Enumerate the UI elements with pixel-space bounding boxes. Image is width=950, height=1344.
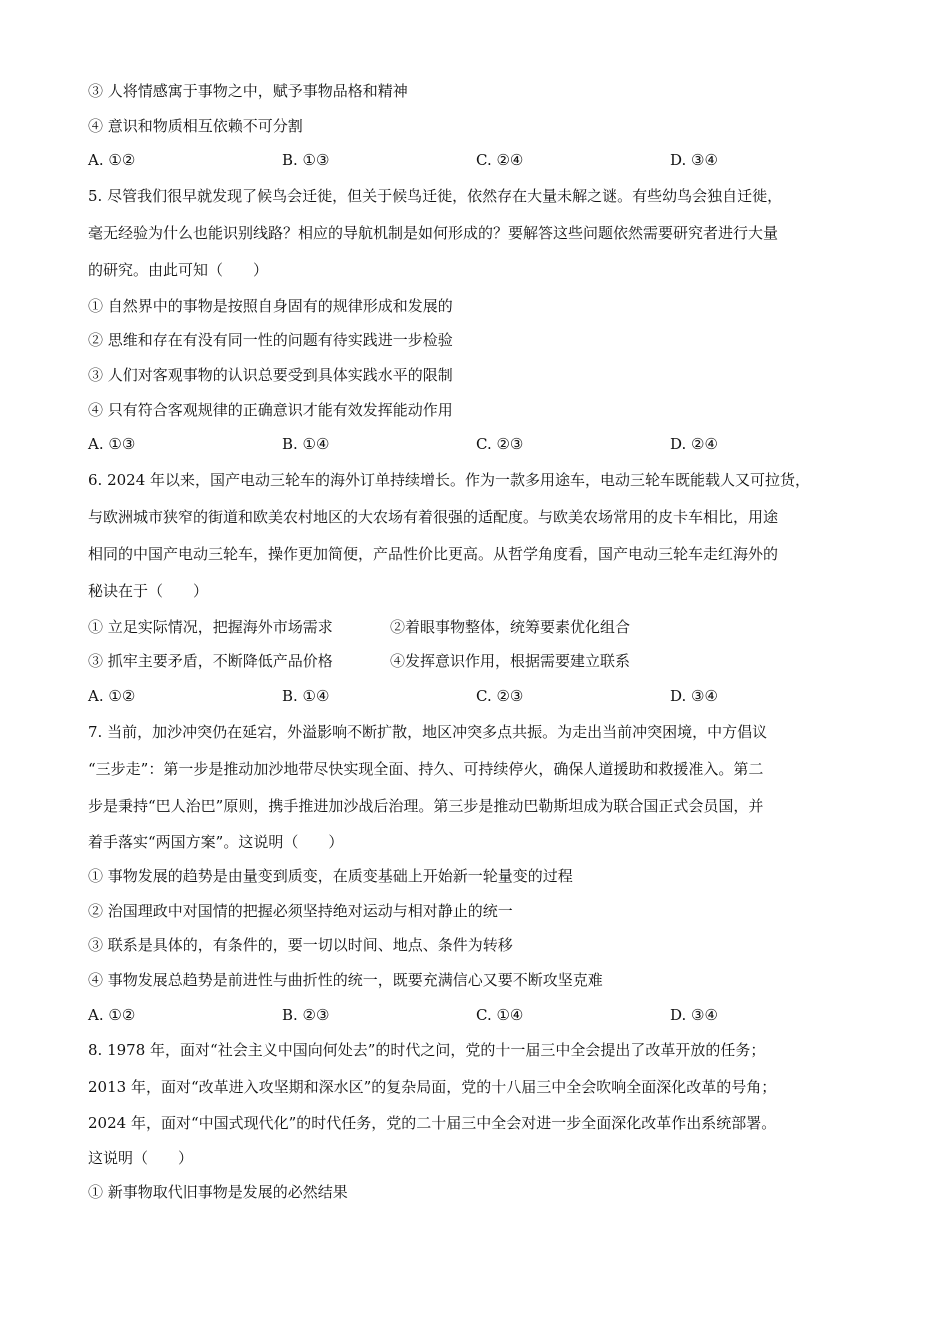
option-d: D. ③④ [670,151,718,170]
option-d: D. ③④ [670,686,718,705]
statement: ① 立足实际情况，把握海外市场需求 [88,617,333,636]
statement-pair [88,610,878,645]
statement: ④ 事物发展总趋势是前进性与曲折性的统一，既要充满信心又要不断攻坚克难 [88,970,603,989]
question-5-stem: 毫无经验为什么也能识别线路？相应的导航机制是如何形成的？要解答这些问题依然需要研究者进行大量 [88,223,779,242]
statement: ③ 联系是具体的，有条件的，要一切以时间、地点、条件为转移 [88,936,513,955]
statement: ④ 意识和物质相互依赖不可分割 [88,116,303,135]
statement: ③ 人们对客观事物的认识总要受到具体实践水平的限制 [88,365,453,384]
option-c: C. ②③ [476,686,524,705]
option-a: A. ①② [88,686,136,705]
question-7-stem: 着手落实“两国方案”。这说明（ ） [88,832,344,851]
question-7-stem: 步是秉持“巴人治巴”原则，携手推进加沙战后治理。第三步是推动巴勒斯坦成为联合国正式会员国，并 [88,796,764,815]
option-a: A. ①③ [88,435,136,454]
exam-page [88,74,878,1210]
statement: ④发挥意识作用，根据需要建立联系 [390,652,631,671]
option-c: C. ②④ [476,151,524,170]
question-8-stem: 这说明（ ） [88,1148,194,1167]
statement: ② 治国理政中对国情的把握必须坚持绝对运动与相对静止的统一 [88,901,513,920]
answer-options [88,143,878,178]
option-a: A. ①② [88,1005,136,1024]
option-b: B. ①④ [282,686,330,705]
statement: ③ 抓牢主要矛盾，不断降低产品价格 [88,652,333,671]
question-6-stem: 秘诀在于（ ） [88,581,209,600]
question-6-stem: 与欧洲城市狭窄的街道和欧美农村地区的大农场有着很强的适配度。与欧美农场常用的皮卡车相比，用途 [88,507,779,526]
statement: ②着眼事物整体，统筹要素优化组合 [390,617,631,636]
question-6-stem: 6. 2024 年以来，国产电动三轮车的海外订单持续增长。作为一款多用途车，电动三轮车既能载人又可拉货， [88,470,811,489]
statement: ④ 只有符合客观规律的正确意识才能有效发挥能动作用 [88,400,453,419]
option-b: B. ②③ [282,1005,330,1024]
option-a: A. ①② [88,151,136,170]
option-b: B. ①③ [282,151,330,170]
statement: ② 思维和存在有没有同一性的问题有待实践进一步检验 [88,331,453,350]
answer-options [88,427,878,462]
question-5-stem: 5. 尽管我们很早就发现了候鸟会迁徙，但关于候鸟迁徙，依然存在大量未解之谜。有些幼鸟会独自迁徙， [88,186,783,205]
question-7-stem: “三步走”：第一步是推动加沙地带尽快实现全面、持久、可持续停火，确保人道援助和救援准入。第二 [88,759,764,778]
answer-options [88,998,878,1033]
option-d: D. ②④ [670,435,718,454]
question-8-stem: 2024 年，面对“中国式现代化”的时代任务，党的二十届三中全会对进一步全面深化改革作出系统部署。 [88,1114,777,1133]
option-c: C. ①④ [476,1005,524,1024]
statement: ① 事物发展的趋势是由量变到质变，在质变基础上开始新一轮量变的过程 [88,867,573,886]
statement-pair [88,644,878,679]
statement: ③ 人将情感寓于事物之中，赋予事物品格和精神 [88,82,408,100]
option-d: D. ③④ [670,1005,718,1024]
question-8-stem: 2013 年，面对“改革进入攻坚期和深水区”的复杂局面，党的十八届三中全会吹响全面深化改革的号角； [88,1078,777,1097]
question-6-stem: 相同的中国产电动三轮车，操作更加简便，产品性价比更高。从哲学角度看，国产电动三轮车走红海外的 [88,544,779,563]
option-c: C. ②③ [476,435,524,454]
option-b: B. ①④ [282,435,330,454]
statement: ① 新事物取代旧事物是发展的必然结果 [88,1183,348,1202]
question-5-stem: 的研究。由此可知（ ） [88,260,269,279]
question-7-stem: 7. 当前，加沙冲突仍在延宕，外溢影响不断扩散，地区冲突多点共振。为走出当前冲突困境，中方倡议 [88,722,768,741]
question-8-stem: 8. 1978 年，面对“社会主义中国向何处去”的时代之问，党的十一届三中全会提出了改革开放的任务； [88,1041,766,1060]
statement: ① 自然界中的事物是按照自身固有的规律形成和发展的 [88,296,453,315]
answer-options [88,679,878,714]
